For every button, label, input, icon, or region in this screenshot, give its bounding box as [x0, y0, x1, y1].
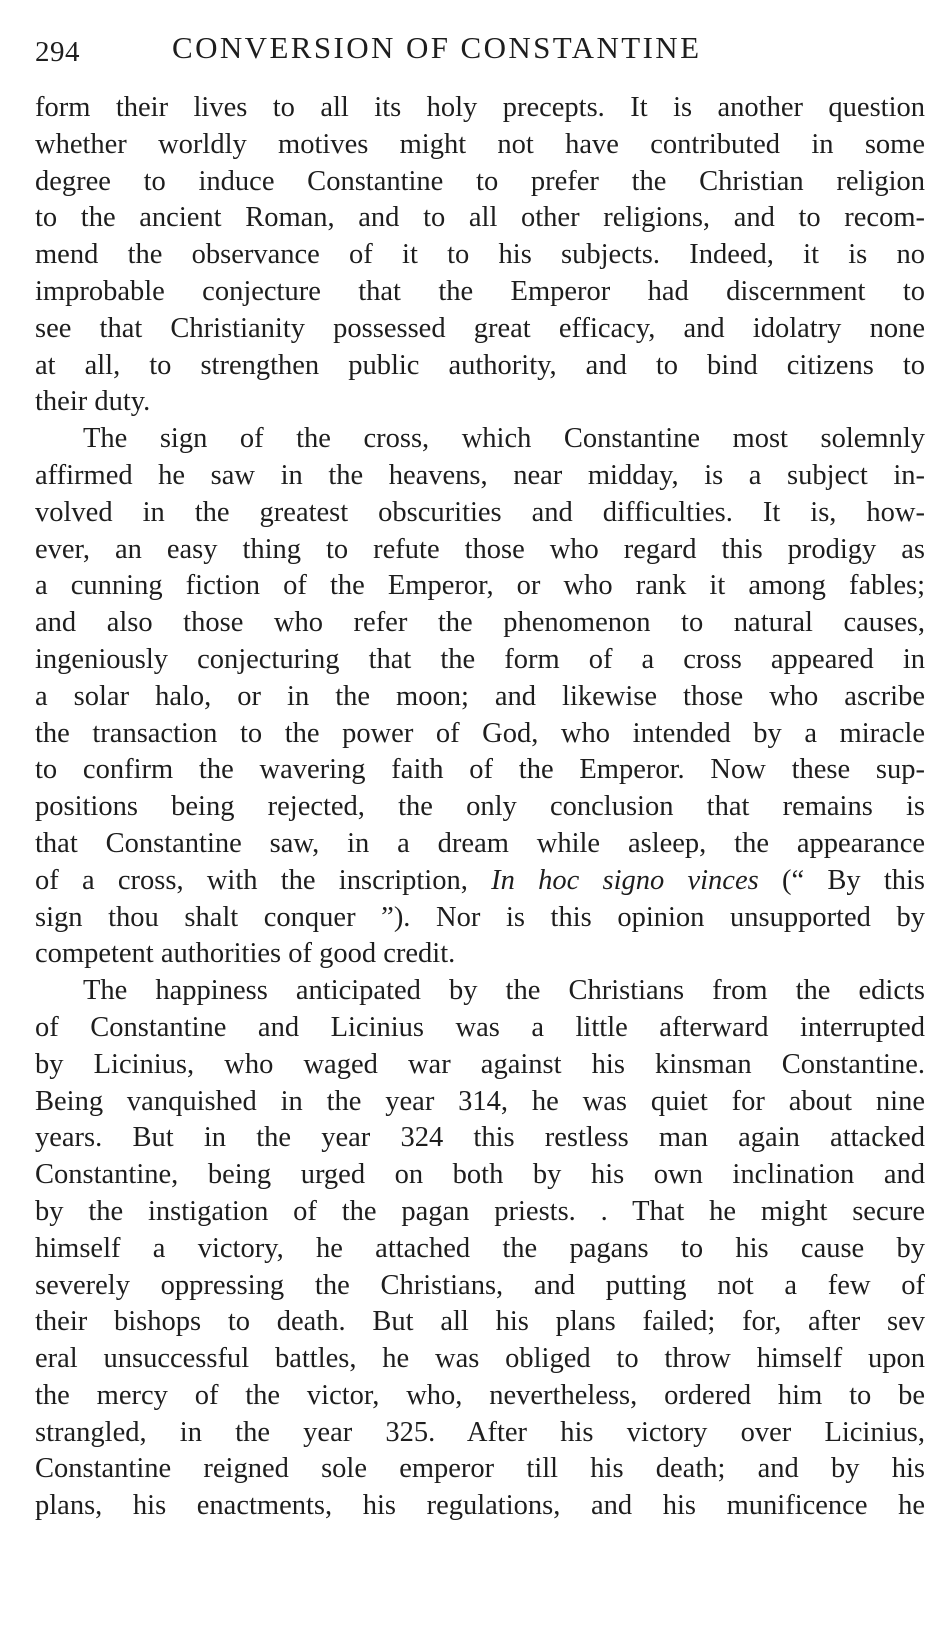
book-page: [35, 22, 925, 1525]
text-before-italic: of a cross, with the inscription,: [35, 864, 492, 896]
text-line: strangled, in the year 325. After his victory over Licinius,: [35, 1416, 925, 1448]
text-line: Constantine reigned sole emperor till his death; and by his: [35, 1453, 925, 1485]
text-line: at all, to strengthen public authority, and to bind citizens to: [35, 349, 925, 381]
text-line: the mercy of the victor, who, nevertheless, ordered him to be: [35, 1379, 925, 1411]
paragraph-3: [35, 973, 925, 1525]
page-header: [35, 22, 925, 82]
text-line: by Licinius, who waged war against his kinsman Constantine.: [35, 1048, 925, 1080]
text-line: their duty.: [35, 386, 151, 418]
text-line: degree to induce Constantine to prefer the Christian religion: [35, 165, 925, 197]
text-line: The happiness anticipated by the Christians from the edicts: [83, 975, 925, 1007]
text-line: ingeniously conjecturing that the form of a cross appeared in: [35, 643, 925, 675]
text-line: mend the observance of it to his subjects. Indeed, it is no: [35, 239, 925, 271]
text-line: see that Christianity possessed great efficacy, and idolatry none: [35, 312, 925, 344]
text-line: years. But in the year 324 this restless man again attacked: [35, 1122, 925, 1154]
text-line: by the instigation of the pagan priests. . That he might secure: [35, 1195, 925, 1227]
text-line: a solar halo, or in the moon; and likewise those who ascribe: [35, 680, 925, 712]
text-line: their bishops to death. But all his plans failed; for, after sev: [35, 1306, 925, 1338]
text-line: The sign of the cross, which Constantine most solemnly: [83, 423, 925, 455]
latin-inscription: In hoc signo vinces: [491, 864, 759, 896]
text-line: sign thou shalt conquer ”). Nor is this opinion unsupported by: [35, 901, 925, 933]
text-line: positions being rejected, the only conclusion that remains is: [35, 791, 925, 823]
paragraph-1: [35, 90, 925, 421]
text-line: affirmed he saw in the heavens, near midday, is a subject in-: [35, 459, 925, 491]
text-line: himself a victory, he attached the pagans to his cause by: [35, 1232, 925, 1264]
text-line: of Constantine and Licinius was a little afterward interrupted: [35, 1011, 925, 1043]
text-line: the transaction to the power of God, who intended by a miracle: [35, 717, 925, 749]
text-line: Being vanquished in the year 314, he was quiet for about nine: [35, 1085, 925, 1117]
page-number: 294: [35, 36, 80, 68]
text-line: competent authorities of good credit.: [35, 938, 456, 970]
text-line: to confirm the wavering faith of the Emperor. Now these sup-: [35, 754, 925, 786]
text-line: ever, an easy thing to refute those who regard this prodigy as: [35, 533, 925, 565]
text-line: a cunning fiction of the Emperor, or who rank it among fables;: [35, 570, 925, 602]
text-line: plans, his enactments, his regulations, and his munificence he: [35, 1490, 925, 1522]
text-line: that Constantine saw, in a dream while asleep, the appearance: [35, 827, 925, 859]
text-line: improbable conjecture that the Emperor had discernment to: [35, 275, 925, 307]
text-line: and also those who refer the phenomenon to natural causes,: [35, 607, 925, 639]
running-head: CONVERSION OF CONSTANTINE: [172, 30, 702, 65]
paragraph-2: [35, 421, 925, 973]
text-line: whether worldly motives might not have contributed in some: [35, 128, 925, 160]
text-after-italic: (“ By this: [758, 864, 926, 896]
text-line-with-italic: [35, 863, 925, 900]
text-line: eral unsuccessful battles, he was obliged to throw himself upon: [35, 1343, 925, 1375]
text-line: to the ancient Roman, and to all other religions, and to recom-: [35, 202, 925, 234]
text-line: form their lives to all its holy precepts. It is another question: [35, 92, 925, 123]
text-line: severely oppressing the Christians, and putting not a few of: [35, 1269, 925, 1301]
body-text: [35, 90, 925, 1525]
text-line: volved in the greatest obscurities and difficulties. It is, how-: [35, 496, 925, 528]
text-line: Constantine, being urged on both by his own inclination and: [35, 1159, 925, 1191]
